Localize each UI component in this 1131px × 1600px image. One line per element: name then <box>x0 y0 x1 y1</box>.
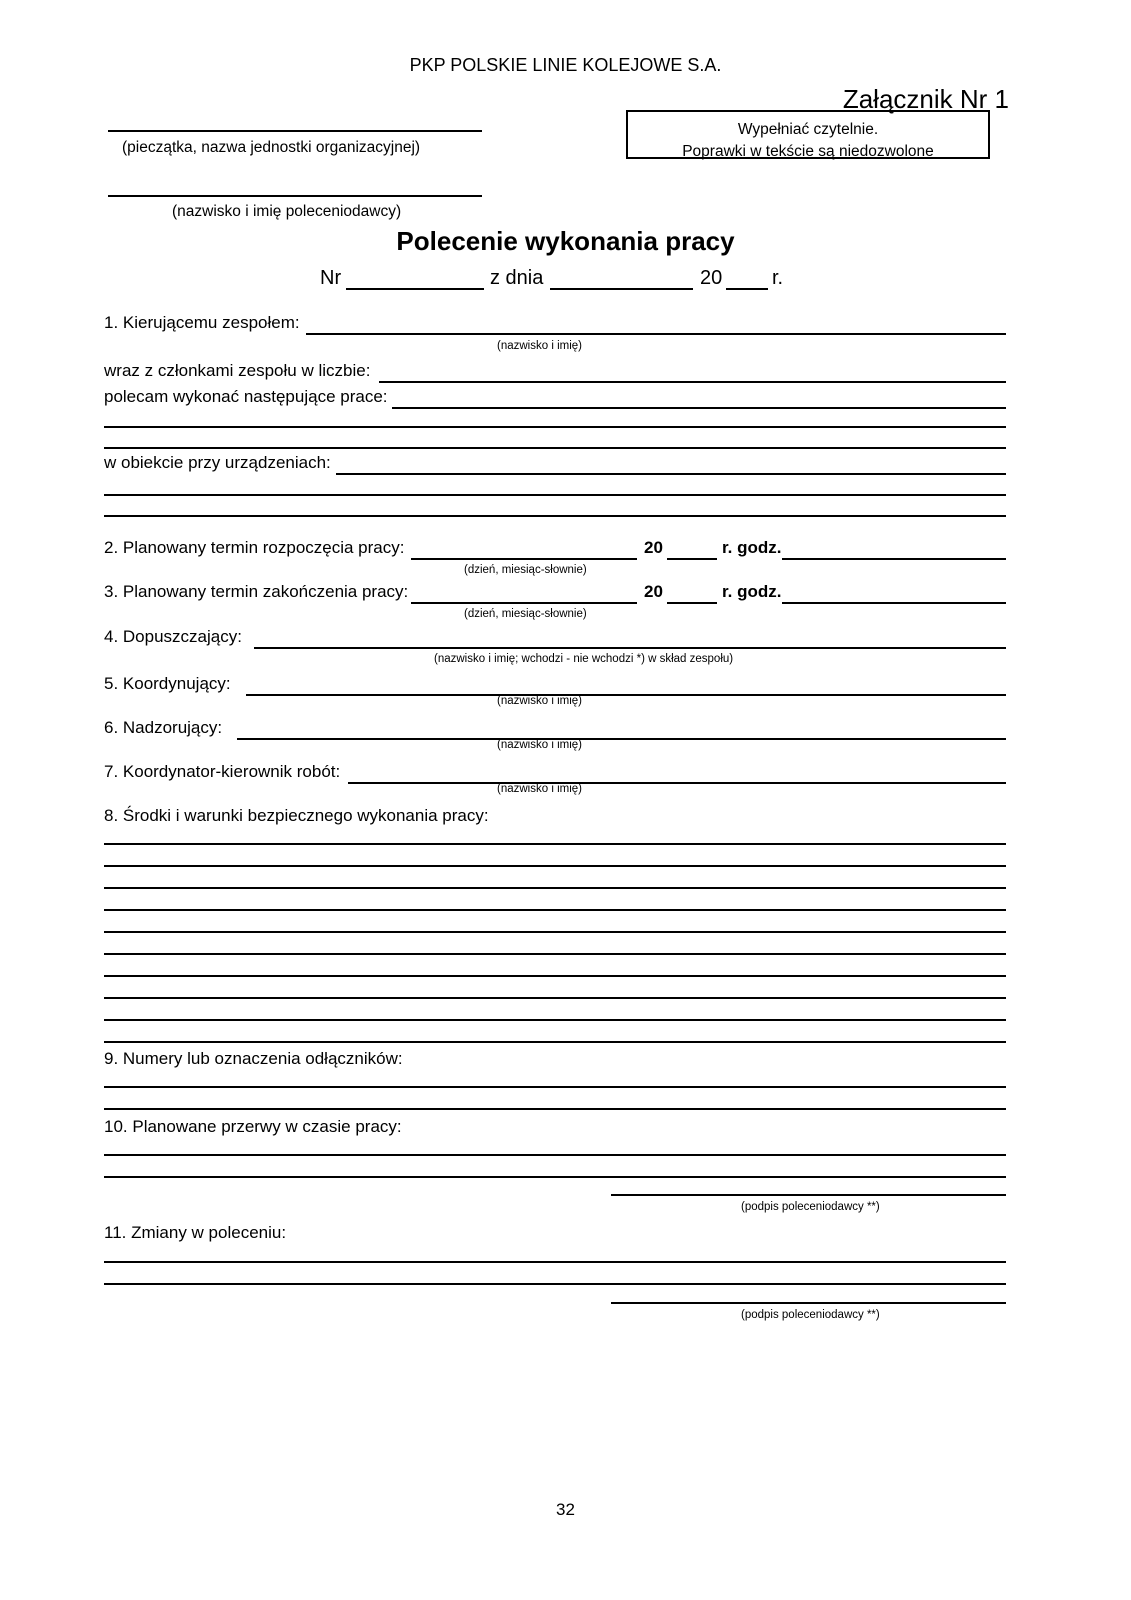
year-prefix: 20 <box>700 267 723 289</box>
stamp-caption: (pieczątka, nazwa jednostki organizacyjnej) <box>122 139 421 156</box>
item-9-rule-1[interactable] <box>104 1086 1006 1088</box>
orderer-field-rule[interactable] <box>108 195 482 197</box>
item-3-year: 20 <box>644 582 663 601</box>
item-9-rule-2[interactable] <box>104 1108 1006 1110</box>
item-1-label: 1. Kierującemu zespołem: <box>104 313 300 332</box>
notice-box <box>626 110 990 159</box>
page-title: Polecenie wykonania pracy <box>396 226 735 256</box>
page-number: 32 <box>556 1500 575 1519</box>
item-5-input-rule[interactable] <box>246 694 1006 696</box>
item-2-hour-rule[interactable] <box>782 558 1006 560</box>
signature-rule-1[interactable] <box>611 1194 1006 1196</box>
item-1-sub-b-rule[interactable] <box>392 407 1006 409</box>
date-label: z dnia <box>490 267 544 289</box>
item-1-extra-rule-1[interactable] <box>104 426 1006 428</box>
item-6-caption: (nazwisko i imię) <box>497 739 582 751</box>
item-8-rule-2[interactable] <box>104 865 1006 867</box>
item-8-rule-6[interactable] <box>104 953 1006 955</box>
item-2-label: 2. Planowany termin rozpoczęcia pracy: <box>104 538 405 557</box>
item-8-label: 8. Środki i warunki bezpiecznego wykonania pracy: <box>104 806 489 825</box>
item-3-hour-label: r. godz. <box>722 582 782 601</box>
stamp-field-rule[interactable] <box>108 130 482 132</box>
item-1-sub-b-label: polecam wykonać następujące prace: <box>104 387 388 406</box>
item-10-label: 10. Planowane przerwy w czasie pracy: <box>104 1117 402 1136</box>
item-2-hour-label: r. godz. <box>722 538 782 557</box>
attachment-label: Załącznik Nr 1 <box>842 84 1009 114</box>
item-7-input-rule[interactable] <box>348 782 1006 784</box>
item-1-extra-rule-3[interactable] <box>104 494 1006 496</box>
item-8-rule-9[interactable] <box>104 1019 1006 1021</box>
nr-label: Nr <box>320 267 342 289</box>
item-10-rule-1[interactable] <box>104 1154 1006 1156</box>
item-10-rule-2[interactable] <box>104 1176 1006 1178</box>
item-2-year: 20 <box>644 538 663 557</box>
item-9-label: 9. Numery lub oznaczenia odłączników: <box>104 1049 403 1068</box>
signature-caption-2: (podpis poleceniodawcy **) <box>741 1309 880 1321</box>
item-2-date-rule[interactable] <box>411 558 637 560</box>
item-1-input-rule[interactable] <box>306 333 1006 335</box>
item-3-year-rule[interactable] <box>667 602 717 604</box>
item-11-rule-1[interactable] <box>104 1261 1006 1263</box>
item-8-rule-4[interactable] <box>104 909 1006 911</box>
item-4-input-rule[interactable] <box>254 647 1006 649</box>
company-header: PKP POLSKIE LINIE KOLEJOWE S.A. <box>409 55 722 75</box>
notice-line-2: Poprawki w tekście są niedozwolone <box>682 143 934 161</box>
item-2-caption: (dzień, miesiąc-słownie) <box>464 564 587 576</box>
signature-rule-2[interactable] <box>611 1302 1006 1304</box>
item-8-rule-8[interactable] <box>104 997 1006 999</box>
item-1-extra-rule-2[interactable] <box>104 447 1006 449</box>
item-11-label: 11. Zmiany w poleceniu: <box>104 1223 287 1242</box>
item-1-sub-a-rule[interactable] <box>379 381 1006 383</box>
item-8-rule-7[interactable] <box>104 975 1006 977</box>
year-suffix: r. <box>772 267 784 289</box>
item-5-label: 5. Koordynujący: <box>104 674 231 693</box>
item-3-label: 3. Planowany termin zakończenia pracy: <box>104 582 409 601</box>
year-input-rule[interactable] <box>726 288 768 290</box>
item-11-rule-2[interactable] <box>104 1283 1006 1285</box>
item-6-label: 6. Nadzorujący: <box>104 718 223 737</box>
item-4-label: 4. Dopuszczający: <box>104 627 242 646</box>
item-3-caption: (dzień, miesiąc-słownie) <box>464 608 587 620</box>
item-1-extra-rule-4[interactable] <box>104 515 1006 517</box>
item-3-date-rule[interactable] <box>411 602 637 604</box>
item-4-caption: (nazwisko i imię; wchodzi - nie wchodzi *) w skład zespołu) <box>434 653 734 665</box>
item-1-sub-a-label: wraz z członkami zespołu w liczbie: <box>104 361 371 380</box>
item-7-label: 7. Koordynator-kierownik robót: <box>104 762 341 781</box>
notice-line-1: Wypełniać czytelnie. <box>737 121 879 138</box>
signature-caption-1: (podpis poleceniodawcy **) <box>741 1201 880 1213</box>
item-1-caption: (nazwisko i imię) <box>497 340 582 352</box>
item-2-year-rule[interactable] <box>667 558 717 560</box>
date-input-rule[interactable] <box>550 288 693 290</box>
item-1-sub-c-label: w obiekcie przy urządzeniach: <box>104 453 331 472</box>
item-7-caption: (nazwisko i imię) <box>497 783 582 795</box>
item-1-sub-c-rule[interactable] <box>336 473 1006 475</box>
nr-input-rule[interactable] <box>346 288 484 290</box>
item-3-hour-rule[interactable] <box>782 602 1006 604</box>
item-8-rule-5[interactable] <box>104 931 1006 933</box>
orderer-caption: (nazwisko i imię poleceniodawcy) <box>172 203 402 220</box>
item-8-rule-3[interactable] <box>104 887 1006 889</box>
item-5-caption: (nazwisko i imię) <box>497 695 582 707</box>
item-6-input-rule[interactable] <box>237 738 1006 740</box>
item-8-rule-10[interactable] <box>104 1041 1006 1043</box>
item-8-rule-1[interactable] <box>104 843 1006 845</box>
